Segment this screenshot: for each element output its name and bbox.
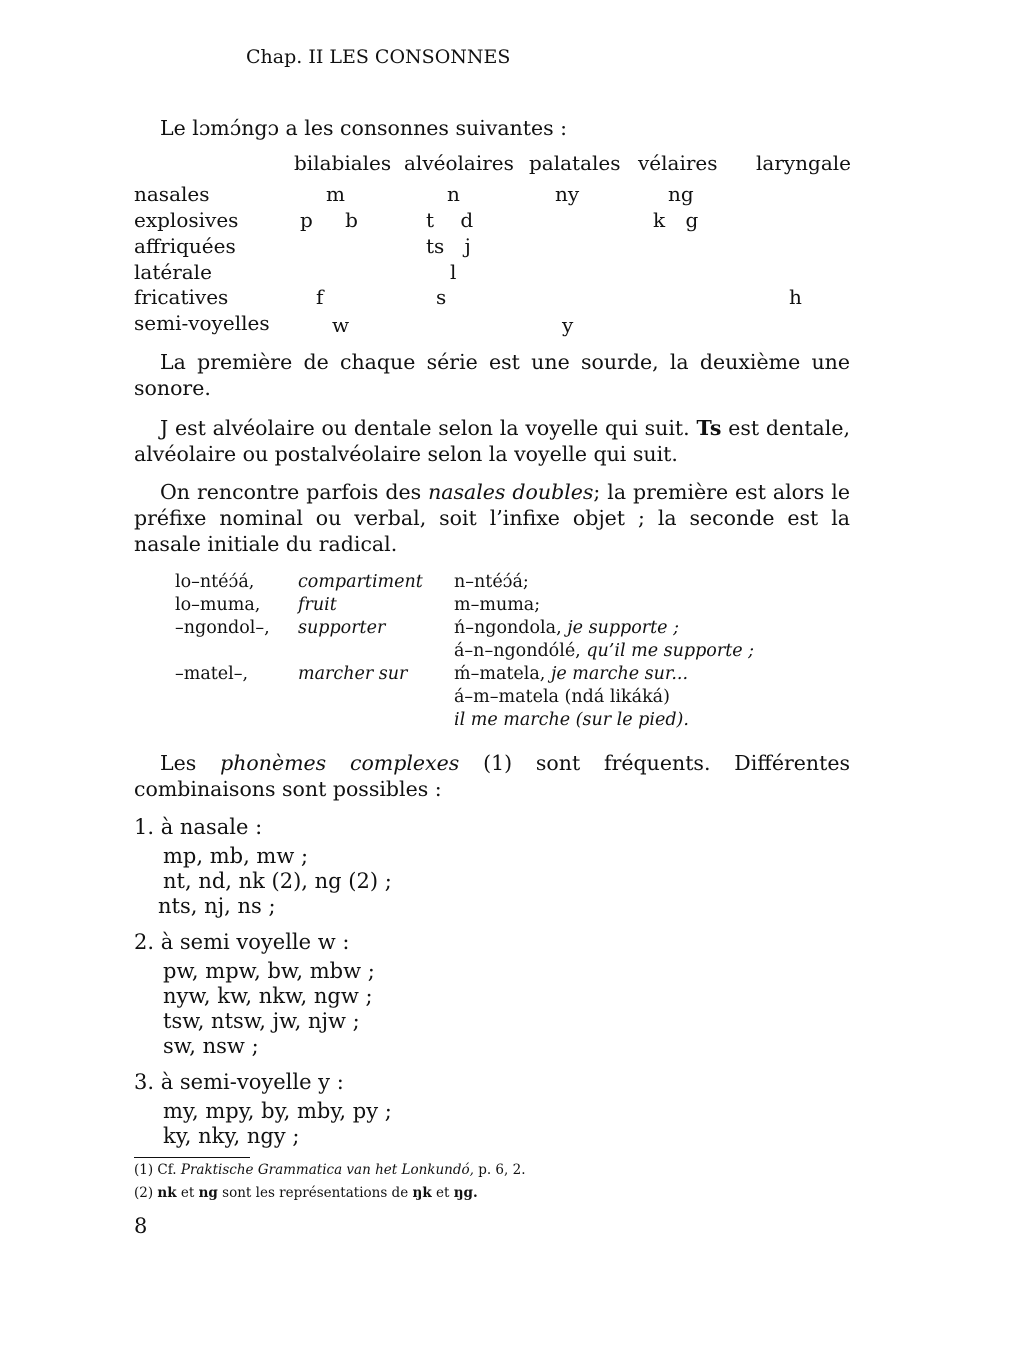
- cell-semi-voyelles-palatal: y: [562, 313, 574, 337]
- paragraph-2-text-a: J est alvéolaire ou dentale selon la voyelle qui suit.: [160, 416, 690, 440]
- paragraph-2: [134, 415, 850, 467]
- col-header-bilabiales: bilabiales: [294, 151, 392, 175]
- paragraph-4-text-a: Les: [160, 751, 197, 775]
- cell-affriquees-alveolar: ts j: [426, 234, 471, 258]
- example-gloss: fruit: [298, 595, 337, 615]
- list-item: mp, mb, mw ;: [163, 844, 309, 868]
- paragraph-2-text-c: est dentale, alvéolaire ou postalvéolaire selon la voyelle qui suit.: [134, 416, 850, 466]
- col-header-laryngale: laryngale: [756, 151, 852, 175]
- page-number: 8: [134, 1214, 148, 1238]
- example-form: á–n–ngondólé, qu’il me supporte ;: [454, 641, 755, 661]
- cell-semi-voyelles-bilabial: w: [332, 313, 350, 337]
- example-gloss: compartiment: [298, 572, 423, 592]
- cell-fricatives-bilabial: f: [316, 285, 324, 309]
- col-header-palatales: palatales: [529, 151, 621, 175]
- example-form: n–ntéɔ́á;: [454, 572, 529, 592]
- cell-fricatives-alveolar: s: [436, 285, 447, 309]
- list-item: my, mpy, by, mby, py ;: [163, 1099, 392, 1123]
- example-word: –ngondol–,: [175, 618, 270, 638]
- cell-explosives-alveolar: t d: [426, 208, 474, 232]
- list-item: tsw, ntsw, jw, njw ;: [163, 1009, 360, 1033]
- cell-nasales-bilabial: m: [326, 182, 345, 206]
- row-label-affriquees: affriquées: [134, 234, 236, 258]
- paragraph-3-italic: nasales doubles: [428, 480, 594, 504]
- cell-explosives-velar: k g: [653, 208, 699, 232]
- row-label-nasales: nasales: [134, 182, 210, 206]
- cell-nasales-alveolar: n: [447, 182, 460, 206]
- list-item: sw, nsw ;: [163, 1034, 259, 1058]
- list-item: ky, nky, ngy ;: [163, 1124, 300, 1148]
- cell-nasales-velar: ng: [668, 182, 694, 206]
- col-header-velaires: vélaires: [638, 151, 718, 175]
- paragraph-3-text-c: ; la première est alors le préfixe nominal ou verbal, soit l’infixe objet ; la seconde est la nasale initiale du radical.: [134, 480, 850, 556]
- paragraph-3: [134, 479, 850, 557]
- paragraph-2-bold: Ts: [696, 416, 722, 440]
- example-gloss: marcher sur: [298, 664, 408, 684]
- paragraph-4: [134, 750, 850, 802]
- list-heading: 3. à semi-voyelle y :: [134, 1070, 344, 1094]
- example-word: lo–muma,: [175, 595, 261, 615]
- row-label-semi-voyelles: semi-voyelles: [134, 311, 270, 335]
- example-form: á–m–matela (ndá likáká): [454, 687, 670, 707]
- example-word: –matel–,: [175, 664, 249, 684]
- example-form: ḿ–matela, je marche sur...: [454, 664, 689, 684]
- chapter-title: Chap. II LES CONSONNES: [246, 46, 511, 68]
- paragraph-1-text: La première de chaque série est une sourde, la deuxième une sonore.: [134, 350, 850, 400]
- list-item: nt, nd, nk (2), ng (2) ;: [163, 869, 392, 893]
- cell-laterale-alveolar: l: [450, 260, 457, 284]
- footnote-2: (2) nk et ng sont les représentations de ŋk et ŋg.: [134, 1185, 478, 1201]
- footnote-1: (1) Cf. Praktische Grammatica van het Lonkundó, p. 6, 2.: [134, 1162, 526, 1178]
- paragraph-4-text-c: (1) sont fréquents. Différentes combinaisons sont possibles :: [134, 751, 850, 801]
- row-label-explosives: explosives: [134, 208, 239, 232]
- example-form: ń–ngondola, je supporte ;: [454, 618, 679, 638]
- paragraph-1: [134, 349, 850, 401]
- cell-nasales-palatal: ny: [555, 182, 580, 206]
- cell-explosives-bilabial: p b: [300, 208, 358, 232]
- list-item: pw, mpw, bw, mbw ;: [163, 959, 375, 983]
- intro-text: Le lɔmɔ́ngɔ a les consonnes suivantes :: [160, 116, 568, 140]
- row-label-laterale: latérale: [134, 260, 212, 284]
- list-item: nyw, kw, nkw, ngw ;: [163, 984, 373, 1008]
- example-gloss: supporter: [298, 618, 386, 638]
- example-word: lo–ntéɔ́á,: [175, 572, 255, 592]
- list-heading: 2. à semi voyelle w :: [134, 930, 350, 954]
- paragraph-3-text-a: On rencontre parfois des: [160, 480, 422, 504]
- example-form: il me marche (sur le pied).: [454, 710, 689, 730]
- example-form: m–muma;: [454, 595, 541, 615]
- cell-fricatives-laryngeal: h: [789, 285, 802, 309]
- col-header-alveolaires: alvéolaires: [404, 151, 514, 175]
- list-item: nts, nj, ns ;: [158, 894, 276, 918]
- row-label-fricatives: fricatives: [134, 285, 229, 309]
- list-heading: 1. à nasale :: [134, 815, 263, 839]
- footnote-rule: [134, 1157, 250, 1158]
- paragraph-4-italic: phonèmes complexes: [220, 751, 460, 775]
